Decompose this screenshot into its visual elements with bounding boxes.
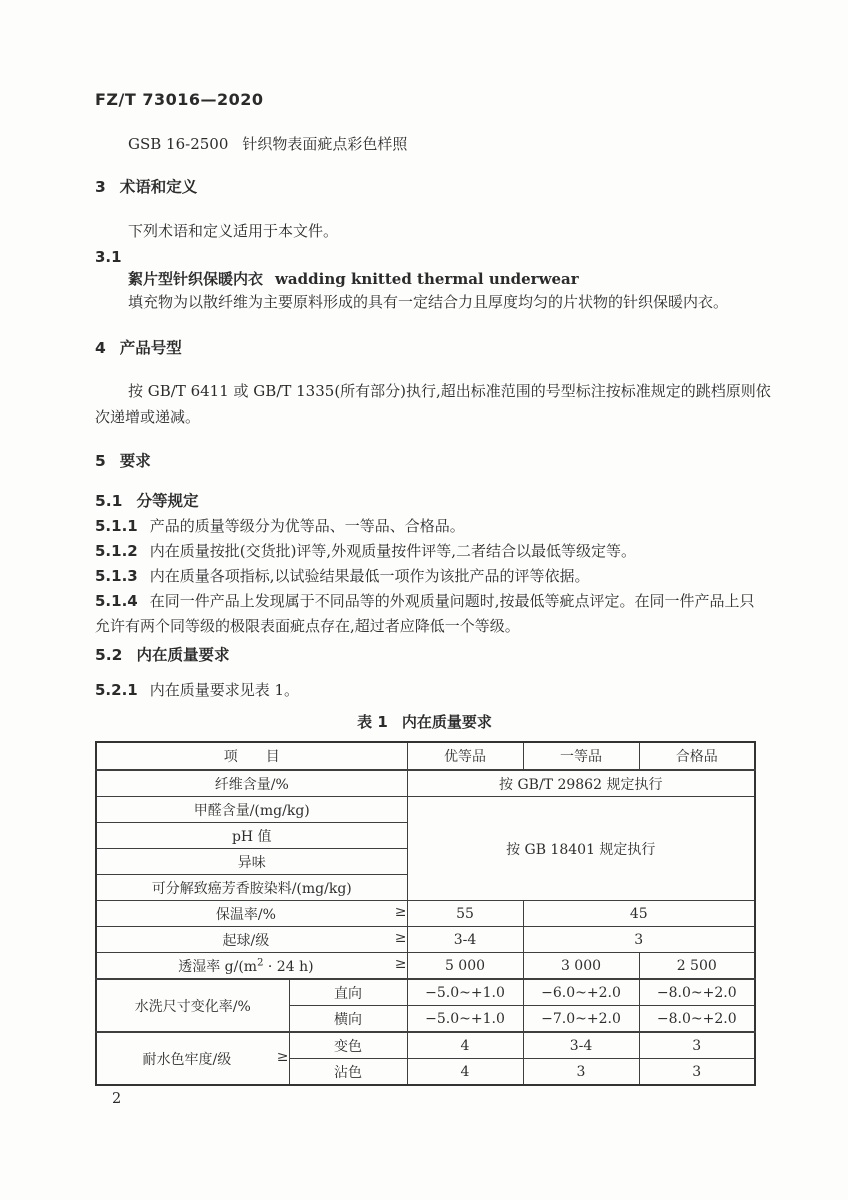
cell-stain-sub: 沾色 [289, 1059, 407, 1086]
term-zh: 絮片型针织保暖内衣 [128, 270, 264, 288]
cell-wash-change-label: 水洗尺寸变化率/% [96, 979, 289, 1032]
section-5-2-title: 内在质量要求 [136, 646, 230, 664]
reference-title: 针织物表面疵点彩色样照 [242, 135, 408, 153]
clause-5-1-2-text: 内在质量按批(交货批)评等,外观质量按件评等,二者结合以最低等级定等。 [149, 542, 636, 560]
geq-symbol: ≥ [394, 903, 407, 920]
clause-5-1-2 [95, 541, 754, 561]
section-5-number: 5 [95, 452, 106, 470]
clause-5-1-4-continuation: 允许有两个同等级的极限表面疵点存在,超过者应降低一个等级。 [95, 617, 520, 635]
section-5-1-number: 5.1 [95, 492, 123, 510]
geq-symbol: ≥ [276, 1048, 289, 1065]
section-heading-5-1 [95, 491, 754, 511]
cell-direct-sub: 直向 [289, 979, 407, 1006]
section-4-paragraph-line2: 次递增或递减。 [95, 408, 201, 426]
clause-5-1-4-text: 在同一件产品上发现属于不同品等的外观质量问题时,按最低等疵点评定。在同一件产品上只 [149, 592, 755, 610]
normative-reference-line [95, 134, 754, 154]
cell-formaldehyde-label: 甲醛含量/(mg/kg) [96, 797, 407, 823]
cell-amine-label: 可分解致癌芳香胺染料/(mg/kg) [96, 875, 407, 901]
header-cell-premium: 优等品 [407, 742, 523, 770]
row-warmth-rate [96, 901, 755, 927]
cell-stain-qualified: 3 [639, 1059, 755, 1086]
term-en: wadding knitted thermal underwear [275, 270, 579, 288]
clause-5-1-4-number: 5.1.4 [95, 592, 138, 610]
cell-change-qualified: 3 [639, 1032, 755, 1059]
cell-cross-sub: 横向 [289, 1006, 407, 1033]
reference-code: GSB 16-2500 [128, 135, 229, 153]
cell-cross-premium: −5.0~+1.0 [407, 1006, 523, 1033]
cell-stain-premium: 4 [407, 1059, 523, 1086]
cell-pilling-label: ≥ 起球/级 [96, 927, 407, 953]
clause-5-1-1-number: 5.1.1 [95, 517, 138, 535]
cell-direct-first: −6.0~+2.0 [523, 979, 639, 1006]
table-header-row [96, 742, 755, 770]
section-5-1-title: 分等规定 [136, 492, 199, 510]
row-moisture-permeability [96, 953, 755, 980]
cell-change-sub: 变色 [289, 1032, 407, 1059]
clause-5-2-1-text: 内在质量要求见表 1。 [149, 681, 300, 699]
cell-direct-premium: −5.0~+1.0 [407, 979, 523, 1006]
cell-odor-label: 异味 [96, 849, 407, 875]
clause-5-2-1-number: 5.2.1 [95, 681, 138, 699]
section-heading-4 [95, 338, 754, 358]
cell-pilling-rest: 3 [523, 927, 755, 953]
row-pilling [96, 927, 755, 953]
section-4-number: 4 [95, 339, 106, 357]
section-4-title: 产品号型 [119, 339, 182, 357]
page-number: 2 [112, 1091, 122, 1107]
geq-symbol: ≥ [394, 955, 407, 972]
header-cell-item: 项 目 [96, 742, 407, 770]
clause-5-1-1 [95, 516, 754, 536]
cell-pilling-premium: 3-4 [407, 927, 523, 953]
header-cell-qualified: 合格品 [639, 742, 755, 770]
section-3-number: 3 [95, 178, 106, 196]
cell-cross-first: −7.0~+2.0 [523, 1006, 639, 1033]
cell-cross-qualified: −8.0~+2.0 [639, 1006, 755, 1033]
section-4-paragraph-line1: 按 GB/T 6411 或 GB/T 1335(所有部分)执行,超出标准范围的号型标注按标准规定的跳档原则依 [128, 382, 771, 400]
cell-warmth-label: ≥ 保温率/% [96, 901, 407, 927]
header-cell-first: 一等品 [523, 742, 639, 770]
section-heading-3 [95, 177, 754, 197]
cell-moisture-label: ≥ 透湿率 $g/(m^2 \cdot 24$ h) [96, 953, 407, 980]
row-fiber-content [96, 770, 755, 797]
table-caption-label: 表 1 [357, 713, 388, 731]
clause-5-1-4 [95, 591, 754, 611]
cell-direct-qualified: −8.0~+2.0 [639, 979, 755, 1006]
clause-5-1-1-text: 产品的质量等级分为优等品、一等品、合格品。 [149, 517, 465, 535]
row-wash-change-direct [96, 979, 755, 1006]
terms-intro: 下列术语和定义适用于本文件。 [128, 222, 339, 240]
section-heading-5 [95, 451, 754, 471]
row-formaldehyde [96, 797, 755, 823]
cell-moisture-premium: 5 000 [407, 953, 523, 980]
standard-code: FZ/T 73016—2020 [95, 90, 264, 109]
table-caption [95, 711, 754, 732]
clause-5-1-2-number: 5.1.2 [95, 542, 138, 560]
section-heading-5-2 [95, 645, 754, 665]
section-5-2-number: 5.2 [95, 646, 123, 664]
cell-color-fastness-label: ≥ 耐水色牢度/级 [96, 1032, 289, 1085]
cell-gb18401-value: 按 GB 18401 规定执行 [407, 797, 755, 901]
cell-ph-label: pH 值 [96, 823, 407, 849]
cell-warmth-rest: 45 [523, 901, 755, 927]
cell-fiber-label: 纤维含量/% [96, 770, 407, 797]
clause-3-1-number: 3.1 [95, 248, 122, 266]
cell-stain-first: 3 [523, 1059, 639, 1086]
cell-moisture-qualified: 2 500 [639, 953, 755, 980]
cell-moisture-first: 3 000 [523, 953, 639, 980]
section-3-title: 术语和定义 [119, 178, 198, 196]
cell-warmth-premium: 55 [407, 901, 523, 927]
clause-5-1-3 [95, 566, 754, 586]
cell-fiber-value: 按 GB/T 29862 规定执行 [407, 770, 755, 797]
clause-5-1-3-text: 内在质量各项指标,以试验结果最低一项作为该批产品的评等依据。 [149, 567, 590, 585]
row-color-fastness-change [96, 1032, 755, 1059]
quality-requirements-table [95, 741, 756, 1086]
term-line [95, 269, 754, 289]
geq-symbol: ≥ [394, 929, 407, 946]
table-caption-title: 内在质量要求 [401, 713, 492, 731]
term-definition: 填充物为以散纤维为主要原料形成的具有一定结合力且厚度均匀的片状物的针织保暖内衣。 [128, 293, 729, 311]
section-5-title: 要求 [119, 452, 151, 470]
clause-5-2-1 [95, 680, 754, 700]
clause-5-1-3-number: 5.1.3 [95, 567, 138, 585]
cell-change-premium: 4 [407, 1032, 523, 1059]
cell-change-first: 3-4 [523, 1032, 639, 1059]
